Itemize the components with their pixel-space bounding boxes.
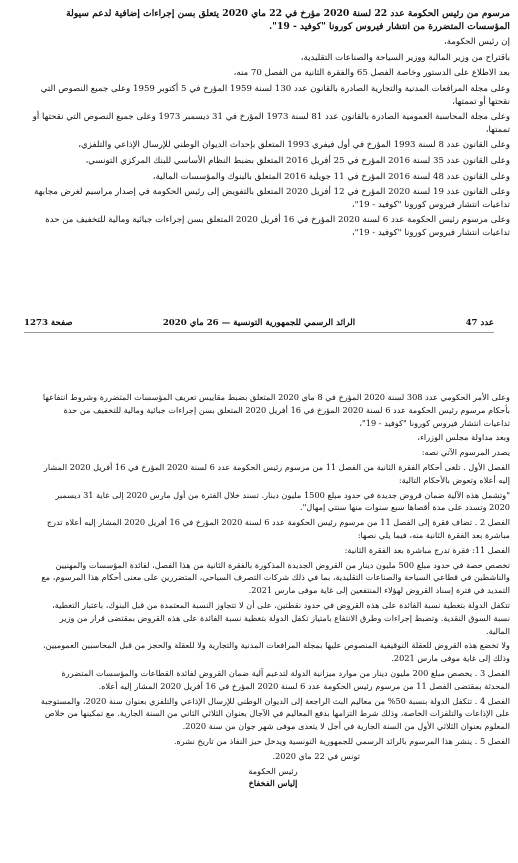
article-1-quote: "وتشمل هذه الآلية ضمان قروض جديدة في حدود مبلغ 1500 مليون دينار. تسند خلال الفترة من أول مارس 2020 إلى غاية 31 ديسمبر 2020 وتسدد على مدة أقصاها سبع سنوات منها سنتي إمهال". [55,489,510,513]
decree-line: باقتراح من وزير المالية ووزير السياحة والصناعات التقليدية، [300,52,510,63]
article-2-paragraph: تتكفل الدولة بتغطية نسبة الفائدة على هذه القروض في حدود نقطتين، على أن لا تتجاوز النسبة المعتمدة من قبل البنوك، باعتبار التغطية، نسبة السوق النقدية. وتضبط إجراءات وطرق الانتفاع بامتياز تكفل الدولة بتغطية نسبة الفائدة على هذه القروض بمقتضى قرار من وزير المالية. [52,599,510,636]
decree-line: وعلى مجلة المرافعات المدنية والتجارية الصادرة بالقانون عدد 130 لسنة 1959 المؤرخ في 5 أكتوبر 1959 وعلى جميع النصوص التي نقحتها أو تممتها، [40,83,510,107]
decree-line: وعلى مجلة المحاسبة العمومية الصادرة بالقانون عدد 81 لسنة 1973 المؤرخ في 31 ديسمبر 1973 وعلى جميع النصوص التي نقحتها أو تممتها، [32,112,510,135]
article-2-heading: الفصل 11: فقرة تدرج مباشرة بعد الفقرة الثانية: [344,544,510,555]
article-2: الفصل 2 . تضاف فقرة إلى الفصل 11 من مرسوم رئيس الحكومة عدد 6 لسنة 2020 المؤرخ في 16 أفريل 2020 المشار إليه أعلاه تدرج مباشرة بعد الفقرة الثانية منه، فيما يلي نصها: [46,517,510,540]
signature-title: رئيس الحكومة [248,765,298,776]
article-1: الفصل الأول . تلغى أحكام الفقرة الثانية من الفصل 11 من مرسوم رئيس الحكومة عدد 6 لسنة 2020 المؤرخ في 16 أفريل 2020 المشار إليه أعلاه وتعوض بالأحكام التالية: [43,461,510,485]
decree-line: وعلى القانون عدد 48 لسنة 2016 المؤرخ في 11 جويلية 2016 المتعلق بالبنوك والمؤسسات المالية، [152,171,510,182]
decree-title: مرسوم من رئيس الحكومة عدد 22 لسنة 2020 مؤرخ في 22 ماي 2020 يتعلق بسن إجراءات إضافية لدعم سيولة المؤسسات المتضررة من انتشار فيروس كورونا "كوفيد - 19". [66,8,510,32]
article-2-paragraph: تخصص حصة في حدود مبلغ 500 مليون دينار من القروض الجديدة المذكورة بالفقرة الثانية من هذا الفصل، لفائدة المؤسسات والمهنيين والناشطين في قطاعي السياحة والصناعات التقليدية، بما في ذلك شركات التصرف السياحي، المتضررين على معنى أحكام هذا المرسوم، مع التمديد في فترة إسناد القروض لهؤلاء المنتفعين إلى غاية موفى مارس 2021. [41,559,510,596]
decree-line: بعد الاطلاع على الدستور وخاصة الفصل 65 والفقرة الثانية من الفصل 70 منه، [233,68,510,79]
signature-name: إلياس الفخفاخ [248,778,298,789]
issue-number: عدد 47 [465,318,494,328]
decree-header-section [24,8,510,240]
decree-line: وعلى القانون عدد 8 لسنة 1993 المؤرخ في أول فيفري 1993 المتعلق بإحداث الديوان الوطني للإرسال الإذاعي والتلفزي، [78,140,510,151]
decree-line: وبعد مداولة مجلس الوزراء، [417,432,510,443]
decree-body-section [36,391,510,790]
gazette-footer-title: الرائد الرسمي للجمهورية التونسية — 26 ماي 2020 [162,318,356,328]
article-2-paragraph: ولا تخضع هذه القروض للعقلة التوقيفية المنصوص عليها بمجلة المرافعات المدنية والتجارية ولا للعقلة والحجز من قبل المحاسبين العموميين، وذلك إلى غاية موفى مارس 2021. [43,640,510,664]
article-5: الفصل 5 . ينشر هذا المرسوم بالرائد الرسمي للجمهورية التونسية ويدخل حيز النفاذ من تاريخ نشره. [173,735,510,746]
article-4: الفصل 4 . تتكفل الدولة بنسبة 50% من معاليم البث الراجعة إلى الديوان الوطني للإرسال الإذاعي والتلفزي بعنوان سنة 2020، والمستوجبة على الإذاعات والتلفزات الخاصة، وذلك شرط التزامها بدفع المعاليم في الآجال بعنوان الثلاثي الثاني من السنة الجارية. مع تمكينها من خلاص المعلوم بعنوان الثلاثي الأول من السنة الجارية في أجل لا يتعدى موفى شهر جوان من سنة 2020. [40,695,510,732]
decree-line: وعلى الأمر الحكومي عدد 308 لسنة 2020 المؤرخ في 8 ماي 2020 المتعلق بضبط مقاييس تعريف المؤسسات المتضررة وشروط انتفاعها بأحكام مرسوم رئيس الحكومة عدد 6 لسنة 2020 المؤرخ في 16 أفريل 2020 المتعلق بسن إجراءات جبائية ومالية للتخفيف من حدة تداعيات انتشار فيروس كورونا "كوفيد - 19"، [42,392,510,428]
decree-line: وعلى القانون عدد 19 لسنة 2020 المؤرخ في 12 أفريل 2020 المتعلق بالتفويض إلى رئيس الحكومة في إصدار مراسيم لغرض مجابهة تداعيات انتشار فيروس كورونا "كوفيد - 19"، [34,187,510,210]
page-footer [24,316,494,333]
decree-line: يصدر المرسوم الآتي نصه: [421,447,510,458]
signature-date: تونس في 22 ماي 2020. [272,750,360,761]
page-number: صفحة 1273 [24,318,73,328]
article-3: الفصل 3 . يخصص مبلغ 200 مليون دينار من موارد ميزانية الدولة لتدعيم آلية ضمان القروض لفائدة القطاعات والمؤسسات المتضررة المحدثة بمقتضى الفصل 11 من مرسوم رئيس الحكومة عدد 6 لسنة 2020 المؤرخ في 16 أفريل 2020 المشار إليه أعلاه. [61,667,510,691]
decree-line: وعلى القانون عدد 35 لسنة 2016 المؤرخ في 25 أفريل 2016 المتعلق بضبط النظام الأساسي للبنك المركزي التونسي، [85,155,510,166]
decree-line: إن رئيس الحكومة، [444,37,510,48]
decree-line: وعلى مرسوم رئيس الحكومة عدد 6 لسنة 2020 المؤرخ في 16 أفريل 2020 المتعلق بسن إجراءات جبائية ومالية للتخفيف من حدة تداعيات انتشار فيروس كورونا "كوفيد - 19"، [45,215,510,238]
